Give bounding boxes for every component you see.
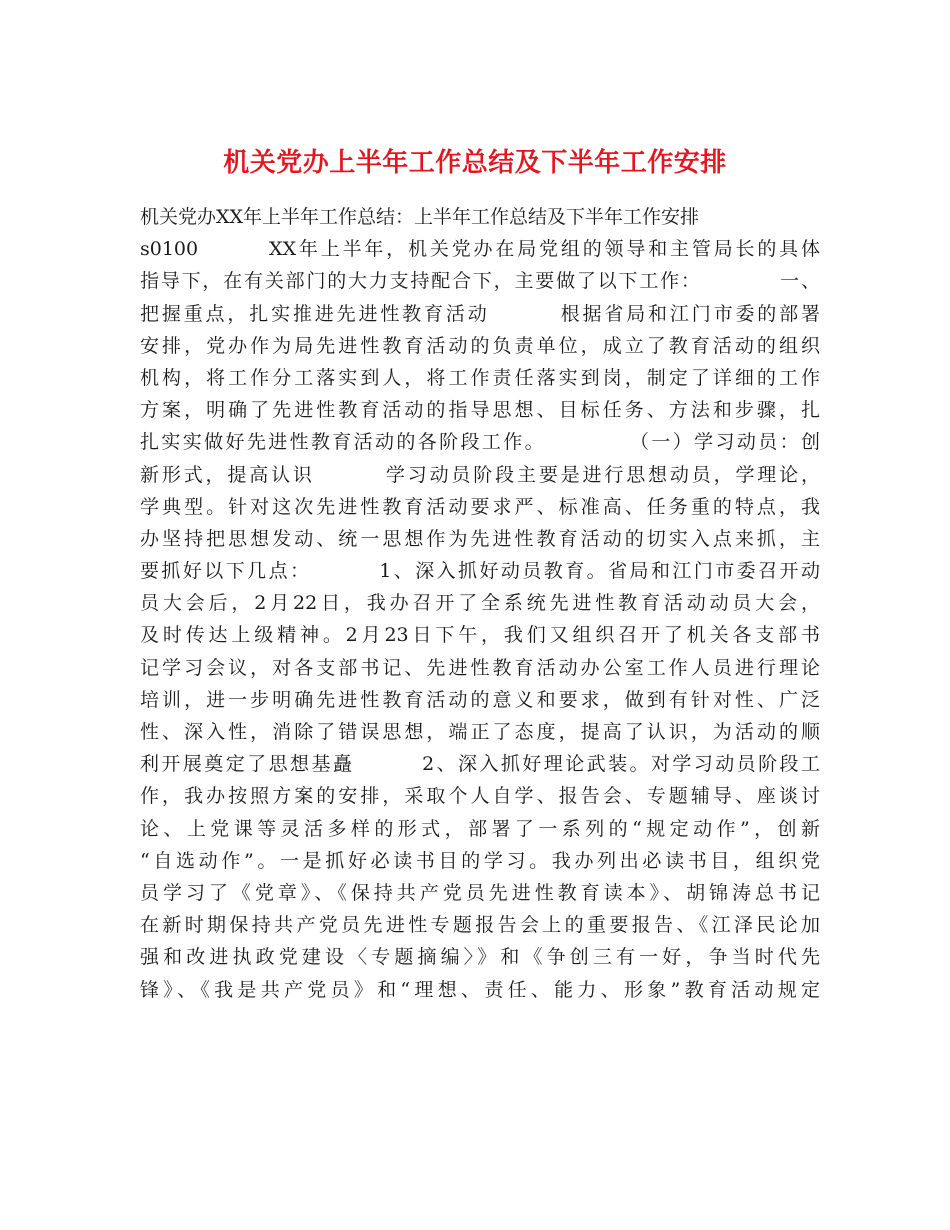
body-line: 扎实实做好先进性教育活动的各阶段工作。 （一）学习动员：创 bbox=[140, 431, 820, 454]
body-line: 作，我办按照方案的安排，采取个人自学、报告会、专题辅导、座谈讨 bbox=[140, 785, 820, 808]
document-body bbox=[140, 201, 820, 1006]
body-line: 安排，党办作为局先进性教育活动的负责单位，成立了教育活动的组织 bbox=[140, 334, 820, 357]
body-line: 员学习了《党章》、《保持共产党员先进性教育读本》、胡锦涛总书记 bbox=[140, 881, 820, 904]
body-line: 指导下，在有关部门的大力支持配合下，主要做了以下工作： 一、 bbox=[140, 270, 820, 293]
body-line: 论、上党课等灵活多样的形式，部署了一系列的“规定动作”，创新 bbox=[140, 817, 820, 840]
body-line: 及时传达上级精神。2月23日下午，我们又组织召开了机关各支部书 bbox=[140, 624, 820, 647]
document-title: 机关党办上半年工作总结及下半年工作安排 bbox=[223, 148, 727, 179]
body-line: 机关党办XX年上半年工作总结：上半年工作总结及下半年工作安排 bbox=[140, 206, 700, 228]
body-line: 机构，将工作分工落实到人，将工作责任落实到岗，制定了详细的工作 bbox=[140, 366, 820, 389]
body-line: 锋》、《我是共产党员》和“理想、责任、能力、形象”教育活动规定 bbox=[140, 978, 820, 1001]
body-line: 新形式，提高认识 学习动员阶段主要是进行思想动员，学理论， bbox=[140, 463, 820, 486]
body-line: 强和改进执政党建设〈专题摘编〉》和《争创三有一好，争当时代先 bbox=[140, 946, 820, 969]
body-line: 办坚持把思想发动、统一思想作为先进性教育活动的切实入点来抓，主 bbox=[140, 527, 820, 550]
body-line: “自选动作”。一是抓好必读书目的学习。我办列出必读书目，组织党 bbox=[140, 849, 820, 872]
body-line: 员大会后，2月22日，我办召开了全系统先进性教育活动动员大会， bbox=[140, 592, 820, 615]
body-line: 在新时期保持共产党员先进性专题报告会上的重要报告、《江泽民论加 bbox=[140, 914, 820, 937]
body-line: 培训，进一步明确先进性教育活动的意义和要求，做到有针对性、广泛 bbox=[140, 688, 820, 711]
body-line: 学典型。针对这次先进性教育活动要求严、标准高、任务重的特点，我 bbox=[140, 495, 820, 518]
body-line: 性、深入性，消除了错误思想，端正了态度，提高了认识，为活动的顺 bbox=[140, 721, 820, 743]
body-line: 方案，明确了先进性教育活动的指导思想、目标任务、方法和步骤，扎 bbox=[140, 399, 820, 422]
body-line: 把握重点，扎实推进先进性教育活动 根据省局和江门市委的部署 bbox=[140, 302, 820, 325]
body-line: 利开展奠定了思想基矗 2、深入抓好理论武装。对学习动员阶段工 bbox=[140, 753, 820, 776]
body-line: s0100 XX年上半年，机关党办在局党组的领导和主管局长的具体 bbox=[140, 238, 820, 261]
body-line: 要抓好以下几点： 1、深入抓好动员教育。省局和江门市委召开动 bbox=[140, 560, 820, 583]
body-line: 记学习会议，对各支部书记、先进性教育活动办公室工作人员进行理论 bbox=[140, 656, 820, 679]
